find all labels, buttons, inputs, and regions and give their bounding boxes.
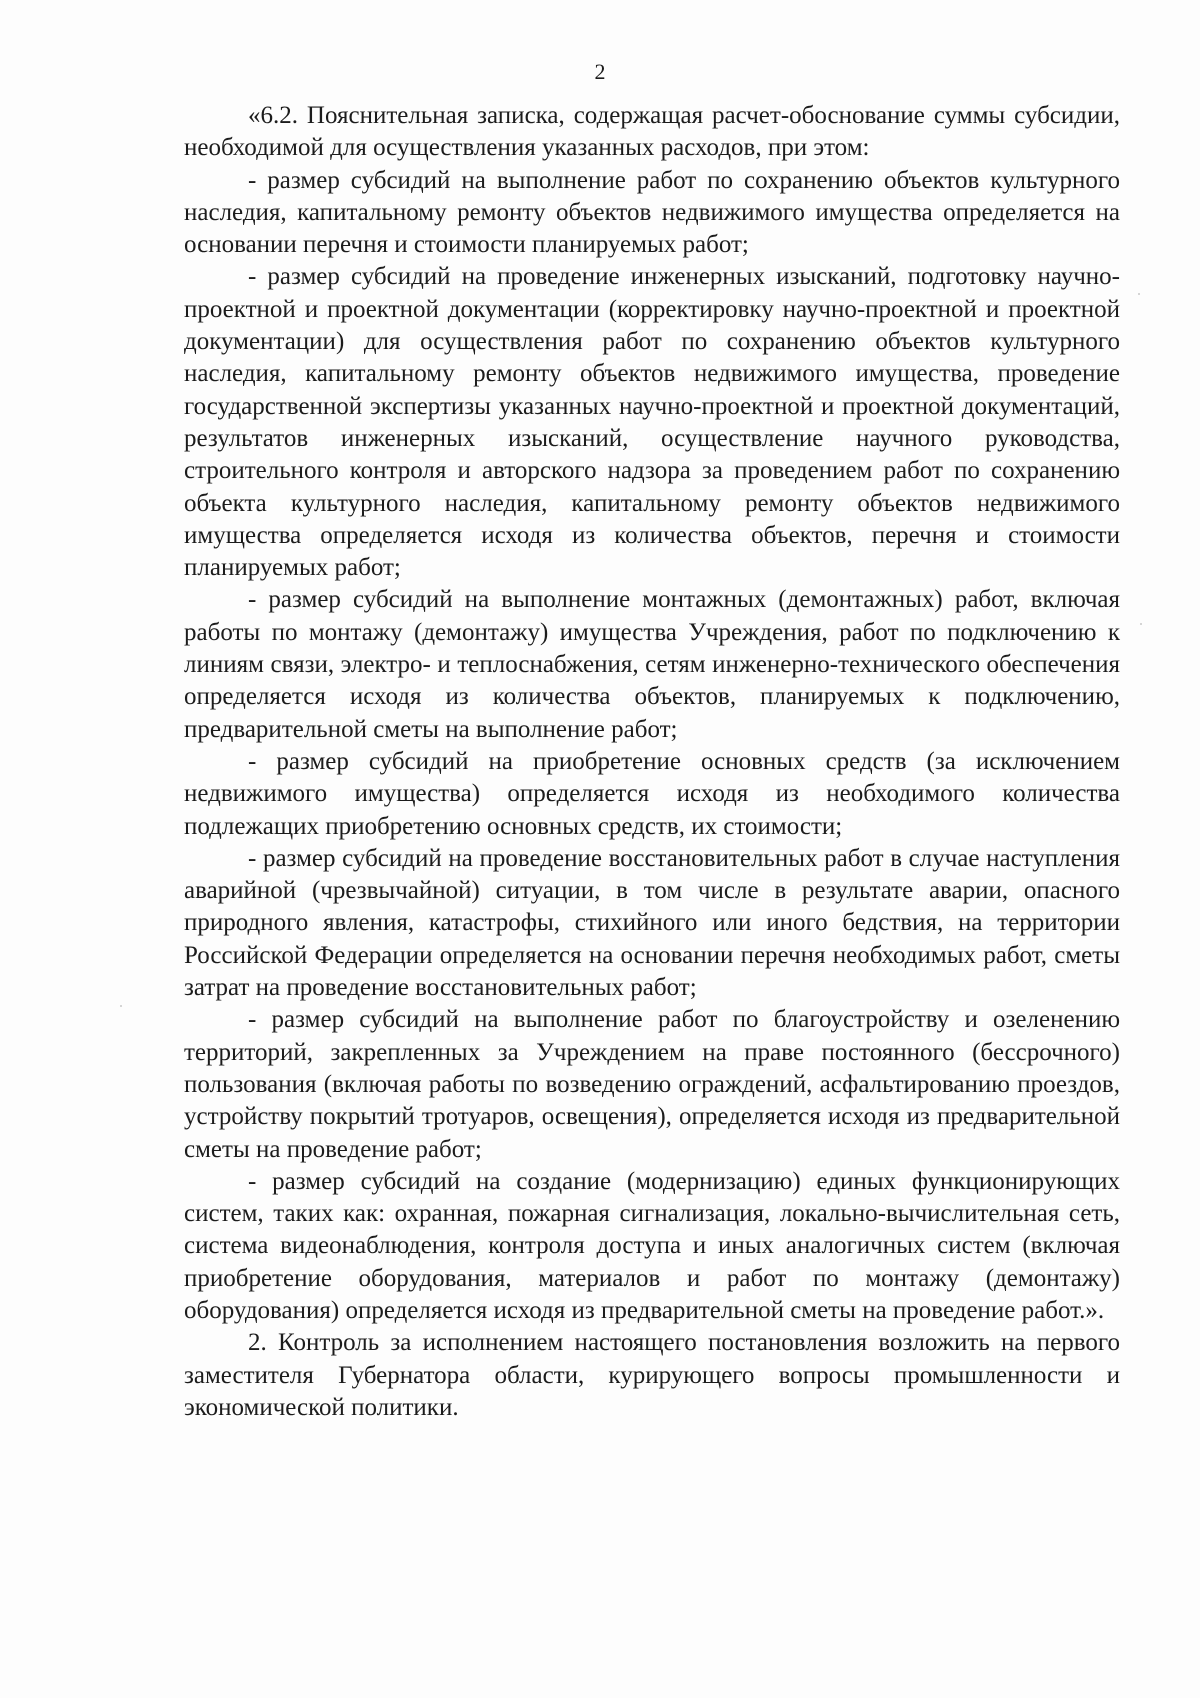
paragraph-installation-works: - размер субсидий на выполнение монтажных (демонтажных) работ, включая работы по монтажу (демонтажу) имущества Учреждения, работ по подключению к линиям связи, электро- и теплоснабжения, сетям инженерно-технического обеспечения определяется исходя из количества объектов, планируемых к подключению, предварительной сметы на выполнение работ; (184, 586, 1120, 743)
paragraph-heritage-works: - размер субсидий на выполнение работ по сохранению объектов культурного наследия, капитальному ремонту объектов недвижимого имущества определяется на основании перечня и стоимости планируемых работ; (184, 166, 1120, 259)
paragraph-engineering-surveys: - размер субсидий на проведение инженерных изысканий, подготовку научно-проектной и проектной документации (корректировку научно-проектной и проектной документации) для осуществления работ по сохранению объектов культурного наследия, капитальному ремонту объектов недвижимого имущества, проведение государственной экспертизы указанных научно-проектной и проектной документаций, результатов инженерных изысканий, осуществление научного руководства, строительного контроля и авторского надзора за проведением работ по сохранению объекта культурного наследия, капитальному ремонту объектов недвижимого имущества определяется исходя из количества объектов, перечня и стоимости планируемых работ; (184, 263, 1120, 582)
paragraph-fixed-assets: - размер субсидий на приобретение основных средств (за исключением недвижимого имущества) определяется исходя из необходимого количества подлежащих приобретению основных средств, их стоимости; (184, 747, 1120, 840)
page-number: 2 (594, 59, 606, 84)
paragraph-explanatory-note: «6.2. Пояснительная записка, содержащая расчет-обоснование суммы субсидии, необходимой для осуществления указанных расходов, при этом: (184, 102, 1120, 162)
paragraph-restoration-works: - размер субсидий на проведение восстановительных работ в случае наступления аварийной (чрезвычайной) ситуации, в том числе в результате аварии, опасного природного явления, катастрофы, стихийного или иного бедствия, на территории Российской Федерации определяется на основании перечня необходимых работ, сметы затрат на проведение восстановительных работ; (184, 844, 1120, 1002)
scan-speck (1138, 293, 1140, 295)
paragraph-landscaping: - размер субсидий на выполнение работ по благоустройству и озеленению территорий, закрепленных за Учреждением на праве постоянного (бессрочного) пользования (включая работы по возведению ограждений, асфальтированию проездов, устройству покрытий тротуаров, освещения), определяется исходя из предварительной сметы на проведение работ; (184, 1006, 1120, 1163)
scan-speck (120, 1005, 122, 1007)
scan-speck (1140, 623, 1142, 625)
paragraph-control-clause: 2. Контроль за исполнением настоящего постановления возложить на первого заместителя Губернатора области, курирующего вопросы промышленности и экономической политики. (184, 1329, 1120, 1421)
paragraph-unified-systems: - размер субсидий на создание (модернизацию) единых функционирующих систем, таких как: охранная, пожарная сигнализация, локально-вычислительная сеть, система видеонаблюдения, контроля доступа и иных аналогичных систем (включая приобретение оборудования, материалов и работ по монтажу (демонтажу) оборудования) определяется исходя из предварительной сметы на проведение работ.». (184, 1167, 1120, 1324)
document-body (184, 100, 1120, 1424)
